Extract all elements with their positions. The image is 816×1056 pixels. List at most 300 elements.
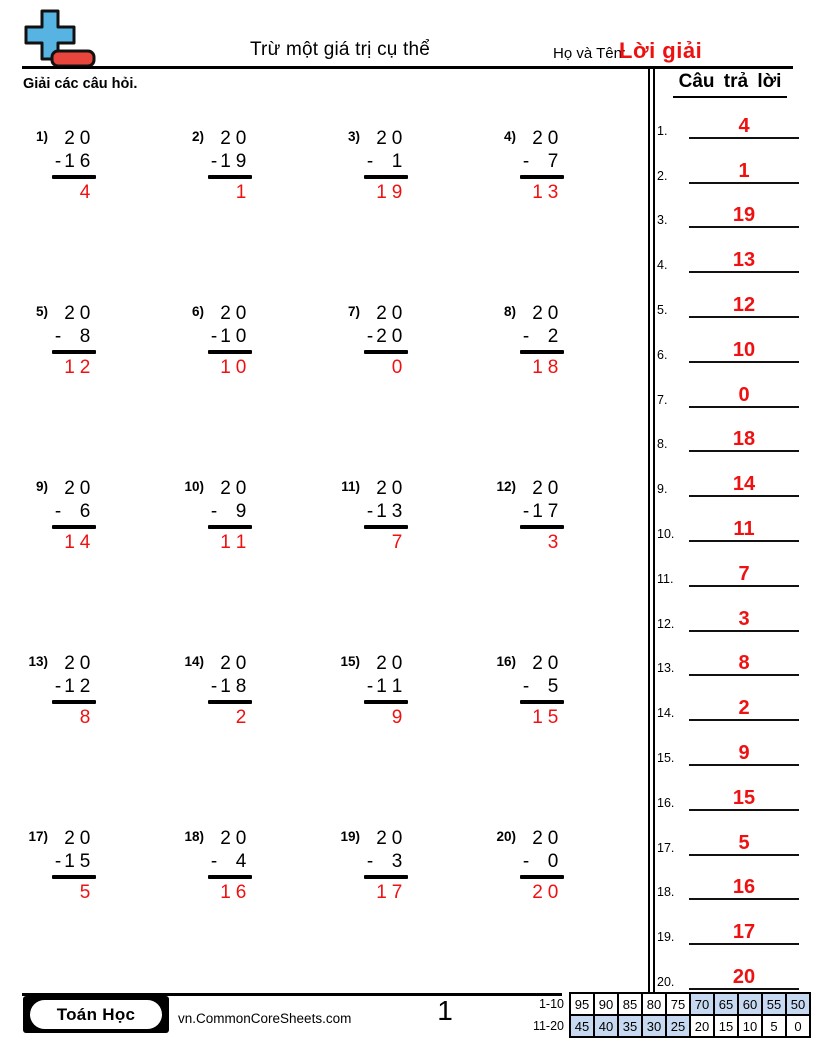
digit: 2 xyxy=(220,653,231,674)
digit xyxy=(210,181,218,204)
digit xyxy=(210,881,218,904)
answer-item-number: 15. xyxy=(657,750,675,765)
digit: 0 xyxy=(79,303,91,324)
digit xyxy=(366,477,374,500)
answer-value xyxy=(522,531,564,554)
problem-number: 7) xyxy=(347,304,360,319)
subtrahend xyxy=(54,150,96,173)
answer-item-18 xyxy=(651,856,809,901)
digit xyxy=(366,356,374,379)
subtrahend xyxy=(522,150,564,173)
digit: 2 xyxy=(547,326,559,347)
digit: 8 xyxy=(79,326,91,347)
minuend xyxy=(210,827,252,850)
digit: 1 xyxy=(376,881,387,903)
problem-number: 18) xyxy=(184,829,204,844)
digit xyxy=(366,827,374,850)
digit: 0 xyxy=(547,881,559,903)
answer-line xyxy=(208,350,252,354)
digit: 1 xyxy=(391,676,403,697)
subtrahend xyxy=(366,325,408,348)
problem-13 xyxy=(22,652,178,827)
answer-value xyxy=(54,706,96,729)
digit: - xyxy=(522,851,530,872)
problem-number: 4) xyxy=(503,129,516,144)
digit: 2 xyxy=(376,128,387,149)
digit: 1 xyxy=(376,181,387,203)
answer-item-number: 8. xyxy=(657,437,668,452)
minuend xyxy=(54,302,96,325)
answer-item-8 xyxy=(651,408,809,453)
problem-work xyxy=(366,302,408,379)
digit: 3 xyxy=(547,531,559,553)
answer-item-value: 15 xyxy=(732,786,756,809)
score-cell: 20 xyxy=(690,1015,714,1037)
digit xyxy=(522,477,530,500)
digit: 7 xyxy=(391,881,403,903)
answer-value xyxy=(522,706,564,729)
digit: 1 xyxy=(235,531,247,553)
minuend xyxy=(54,477,96,500)
minuend xyxy=(366,652,408,675)
answer-item-number: 19. xyxy=(657,930,675,945)
problem-number: 8) xyxy=(503,304,516,319)
answer-item-value: 16 xyxy=(732,876,756,899)
digit: 9 xyxy=(235,501,247,522)
answer-blank-line xyxy=(689,921,799,945)
digit: - xyxy=(366,501,374,522)
digit xyxy=(62,881,77,904)
digit xyxy=(530,531,545,554)
digit: 5 xyxy=(547,676,559,697)
digit: 2 xyxy=(79,676,91,697)
problem-work xyxy=(366,477,408,554)
answer-item-13 xyxy=(651,632,809,677)
answer-line xyxy=(520,175,564,179)
digit: 0 xyxy=(79,653,91,674)
problem-work xyxy=(366,127,408,204)
answer-blank-line xyxy=(689,294,799,318)
answer-blank-line xyxy=(689,473,799,497)
digit xyxy=(522,181,530,204)
answer-item-1 xyxy=(651,94,809,139)
subtrahend xyxy=(522,850,564,873)
subtrahend xyxy=(210,150,252,173)
answer-value xyxy=(366,531,408,554)
answer-line xyxy=(364,175,408,179)
answer-line xyxy=(52,875,96,879)
digit: 0 xyxy=(235,128,247,149)
problem-10 xyxy=(178,477,334,652)
answer-blank-line xyxy=(689,966,799,990)
answer-blank-line xyxy=(689,384,799,408)
problem-18 xyxy=(178,827,334,1002)
subtrahend xyxy=(366,150,408,173)
problem-number: 1) xyxy=(35,129,48,144)
digit: 0 xyxy=(235,303,247,324)
digit: 1 xyxy=(220,326,231,347)
digit xyxy=(210,127,218,150)
answer-line xyxy=(208,700,252,704)
answer-item-number: 10. xyxy=(657,526,675,541)
digit: 3 xyxy=(547,181,559,203)
answer-item-4 xyxy=(651,228,809,273)
answer-item-value: 0 xyxy=(738,383,750,406)
digit: - xyxy=(210,501,218,522)
answer-blank-line xyxy=(689,787,799,811)
digit xyxy=(218,706,233,729)
answer-item-9 xyxy=(651,452,809,497)
website-url: vn.CommonCoreSheets.com xyxy=(178,1011,352,1026)
digit: - xyxy=(366,151,374,172)
answer-item-number: 17. xyxy=(657,840,675,855)
answer-value xyxy=(54,531,96,554)
digit: 6 xyxy=(235,881,247,903)
digit xyxy=(62,706,77,729)
digit: - xyxy=(210,326,218,347)
digit: 2 xyxy=(376,303,387,324)
answer-item-value: 17 xyxy=(732,921,756,944)
problem-number: 10) xyxy=(184,479,204,494)
problem-8 xyxy=(490,302,646,477)
worksheet-title: Trừ một giá trị cụ thể xyxy=(249,39,431,60)
subtrahend xyxy=(210,500,252,523)
answer-item-19 xyxy=(651,900,809,945)
problem-number: 15) xyxy=(340,654,360,669)
digit xyxy=(54,881,62,904)
digit: 2 xyxy=(532,828,543,849)
answer-value xyxy=(210,881,252,904)
digit: - xyxy=(54,851,62,872)
problem-6 xyxy=(178,302,334,477)
problem-7 xyxy=(334,302,490,477)
digit: 8 xyxy=(235,676,247,697)
answer-blank-line xyxy=(689,249,799,273)
problem-work xyxy=(210,477,252,554)
header-divider xyxy=(22,66,793,69)
problem-work xyxy=(54,652,96,729)
answer-line xyxy=(208,525,252,529)
digit: - xyxy=(522,676,530,697)
problem-number: 20) xyxy=(496,829,516,844)
score-cell: 75 xyxy=(666,993,690,1015)
digit: 0 xyxy=(391,828,403,849)
digit xyxy=(210,302,218,325)
answer-item-value: 10 xyxy=(732,338,756,361)
problem-number: 14) xyxy=(184,654,204,669)
problem-9 xyxy=(22,477,178,652)
digit: 5 xyxy=(547,706,559,728)
digit: 6 xyxy=(79,151,91,172)
score-cell: 65 xyxy=(714,993,738,1015)
digit xyxy=(374,150,389,173)
answer-value xyxy=(54,356,96,379)
score-cell: 25 xyxy=(666,1015,690,1037)
answer-item-number: 18. xyxy=(657,885,675,900)
digit: 1 xyxy=(532,181,543,203)
minuend xyxy=(210,302,252,325)
digit: 0 xyxy=(391,303,403,324)
problem-number: 12) xyxy=(496,479,516,494)
answer-item-value: 9 xyxy=(738,741,750,764)
answer-blank-line xyxy=(689,652,799,676)
minuend xyxy=(54,827,96,850)
digit xyxy=(218,500,233,523)
digit xyxy=(530,325,545,348)
digit: 0 xyxy=(391,653,403,674)
digit: 2 xyxy=(532,653,543,674)
score-cell: 70 xyxy=(690,993,714,1015)
subtrahend xyxy=(522,675,564,698)
problem-work xyxy=(54,127,96,204)
digit: 0 xyxy=(391,478,403,499)
digit: 6 xyxy=(79,501,91,522)
digit xyxy=(366,302,374,325)
answer-blank-line xyxy=(689,160,799,184)
digit: 2 xyxy=(64,303,75,324)
digit: - xyxy=(366,326,374,347)
answers-list xyxy=(651,94,809,990)
answer-blank-line xyxy=(689,697,799,721)
subtrahend xyxy=(522,500,564,523)
digit xyxy=(54,477,62,500)
answer-item-17 xyxy=(651,811,809,856)
problem-work xyxy=(522,652,564,729)
answer-line xyxy=(520,525,564,529)
digit xyxy=(522,531,530,554)
digit: 2 xyxy=(376,478,387,499)
answer-item-value: 14 xyxy=(732,473,756,496)
answer-item-value: 8 xyxy=(738,652,750,675)
digit xyxy=(54,531,62,554)
digit xyxy=(62,181,77,204)
digit xyxy=(530,150,545,173)
digit: - xyxy=(366,676,374,697)
digit xyxy=(374,531,389,554)
digit: - xyxy=(54,676,62,697)
answer-line xyxy=(52,525,96,529)
answer-item-20 xyxy=(651,945,809,990)
digit xyxy=(210,827,218,850)
subtrahend xyxy=(54,675,96,698)
answer-blank-line xyxy=(689,518,799,542)
digit xyxy=(374,706,389,729)
digit xyxy=(210,706,218,729)
digit xyxy=(210,652,218,675)
problem-number: 11) xyxy=(341,479,360,494)
minuend xyxy=(366,827,408,850)
problem-number: 5) xyxy=(35,304,48,319)
digit: 0 xyxy=(235,478,247,499)
digit: 2 xyxy=(532,303,543,324)
minuend xyxy=(366,477,408,500)
digit xyxy=(54,652,62,675)
digit: - xyxy=(54,151,62,172)
digit: 2 xyxy=(64,128,75,149)
digit: 2 xyxy=(376,326,387,347)
answer-item-number: 20. xyxy=(657,974,675,989)
minuend xyxy=(522,127,564,150)
subtrahend xyxy=(210,675,252,698)
digit xyxy=(54,356,62,379)
subtrahend xyxy=(522,325,564,348)
digit: - xyxy=(54,326,62,347)
digit: 8 xyxy=(79,706,91,728)
digit: 1 xyxy=(220,676,231,697)
score-row xyxy=(518,993,810,1015)
answer-item-value: 7 xyxy=(738,562,750,585)
score-cell: 30 xyxy=(642,1015,666,1037)
answer-item-number: 2. xyxy=(657,168,668,183)
subject-badge-label: Toán Học xyxy=(56,1004,136,1024)
digit: 1 xyxy=(532,501,543,522)
answer-value xyxy=(54,881,96,904)
digit: 1 xyxy=(220,531,231,553)
answer-item-value: 3 xyxy=(738,607,750,630)
digit xyxy=(366,652,374,675)
answer-blank-line xyxy=(689,339,799,363)
minuend xyxy=(210,127,252,150)
minuend xyxy=(210,477,252,500)
problem-number: 17) xyxy=(28,829,48,844)
problem-work xyxy=(366,652,408,729)
digit: - xyxy=(54,501,62,522)
digit: 0 xyxy=(235,653,247,674)
answer-item-3 xyxy=(651,184,809,229)
digit: 0 xyxy=(79,128,91,149)
digit: 0 xyxy=(547,303,559,324)
answer-line xyxy=(520,350,564,354)
problem-number: 13) xyxy=(28,654,48,669)
answer-value xyxy=(210,531,252,554)
answer-line xyxy=(208,175,252,179)
digit: 1 xyxy=(220,151,231,172)
answer-line xyxy=(52,700,96,704)
answer-blank-line xyxy=(689,608,799,632)
answer-value xyxy=(366,881,408,904)
score-cell: 60 xyxy=(738,993,762,1015)
digit: 0 xyxy=(547,128,559,149)
digit xyxy=(522,881,530,904)
digit: 0 xyxy=(547,828,559,849)
digit xyxy=(210,356,218,379)
answer-item-number: 5. xyxy=(657,302,668,317)
digit: - xyxy=(210,676,218,697)
digit: 0 xyxy=(235,828,247,849)
answer-item-number: 9. xyxy=(657,482,668,497)
digit: - xyxy=(210,151,218,172)
minuend xyxy=(522,477,564,500)
name-label: Họ và Tên: xyxy=(553,45,627,62)
problem-work xyxy=(366,827,408,904)
score-cell: 85 xyxy=(618,993,642,1015)
score-row xyxy=(518,1015,810,1037)
digit: 2 xyxy=(220,128,231,149)
digit: 1 xyxy=(220,356,231,378)
digit: 3 xyxy=(391,501,403,522)
digit: 1 xyxy=(220,881,231,903)
minuend xyxy=(522,302,564,325)
answer-value xyxy=(210,356,252,379)
score-cell: 80 xyxy=(642,993,666,1015)
digit xyxy=(522,652,530,675)
digit: 2 xyxy=(79,356,91,378)
answer-blank-line xyxy=(689,742,799,766)
answer-item-15 xyxy=(651,721,809,766)
digit: 2 xyxy=(532,128,543,149)
minuend xyxy=(522,827,564,850)
digit xyxy=(522,706,530,729)
subtrahend xyxy=(54,325,96,348)
digit xyxy=(522,356,530,379)
digit: 9 xyxy=(391,706,403,728)
digit xyxy=(210,531,218,554)
answer-item-7 xyxy=(651,363,809,408)
minus-icon xyxy=(52,51,94,66)
digit: 4 xyxy=(79,531,91,553)
score-cell: 0 xyxy=(786,1015,810,1037)
digit: 5 xyxy=(79,881,91,903)
answer-item-14 xyxy=(651,676,809,721)
problem-1 xyxy=(22,127,178,302)
digit xyxy=(522,302,530,325)
answer-item-value: 1 xyxy=(738,159,750,182)
digit: 3 xyxy=(391,851,403,872)
subtrahend xyxy=(54,850,96,873)
problem-16 xyxy=(490,652,646,827)
digit: 4 xyxy=(79,181,91,203)
minuend xyxy=(54,127,96,150)
problem-work xyxy=(522,827,564,904)
digit xyxy=(366,127,374,150)
digit: 0 xyxy=(391,128,403,149)
subject-badge-pill xyxy=(30,1000,162,1029)
digit: 2 xyxy=(376,828,387,849)
answer-item-number: 6. xyxy=(657,347,668,362)
minuend xyxy=(366,127,408,150)
answer-value xyxy=(366,356,408,379)
problem-work xyxy=(54,477,96,554)
digit xyxy=(54,706,62,729)
digit xyxy=(366,531,374,554)
answer-blank-line xyxy=(689,204,799,228)
score-cell: 55 xyxy=(762,993,786,1015)
digit xyxy=(522,127,530,150)
subtrahend xyxy=(366,850,408,873)
digit: 0 xyxy=(79,828,91,849)
problem-19 xyxy=(334,827,490,1002)
answer-blank-line xyxy=(689,876,799,900)
digit xyxy=(522,827,530,850)
digit: 2 xyxy=(64,478,75,499)
problem-work xyxy=(210,827,252,904)
subject-badge xyxy=(23,996,169,1033)
answer-value xyxy=(522,356,564,379)
answer-item-value: 11 xyxy=(733,517,755,540)
answer-item-number: 13. xyxy=(657,661,675,676)
minuend xyxy=(54,652,96,675)
name-value-answer-key: Lời giải xyxy=(619,38,703,63)
score-cell: 35 xyxy=(618,1015,642,1037)
score-cell: 95 xyxy=(570,993,594,1015)
digit: 2 xyxy=(220,478,231,499)
problem-5 xyxy=(22,302,178,477)
subtrahend xyxy=(54,500,96,523)
digit: - xyxy=(522,501,530,522)
digit: 7 xyxy=(547,151,559,172)
problem-number: 2) xyxy=(191,129,204,144)
problem-20 xyxy=(490,827,646,1002)
